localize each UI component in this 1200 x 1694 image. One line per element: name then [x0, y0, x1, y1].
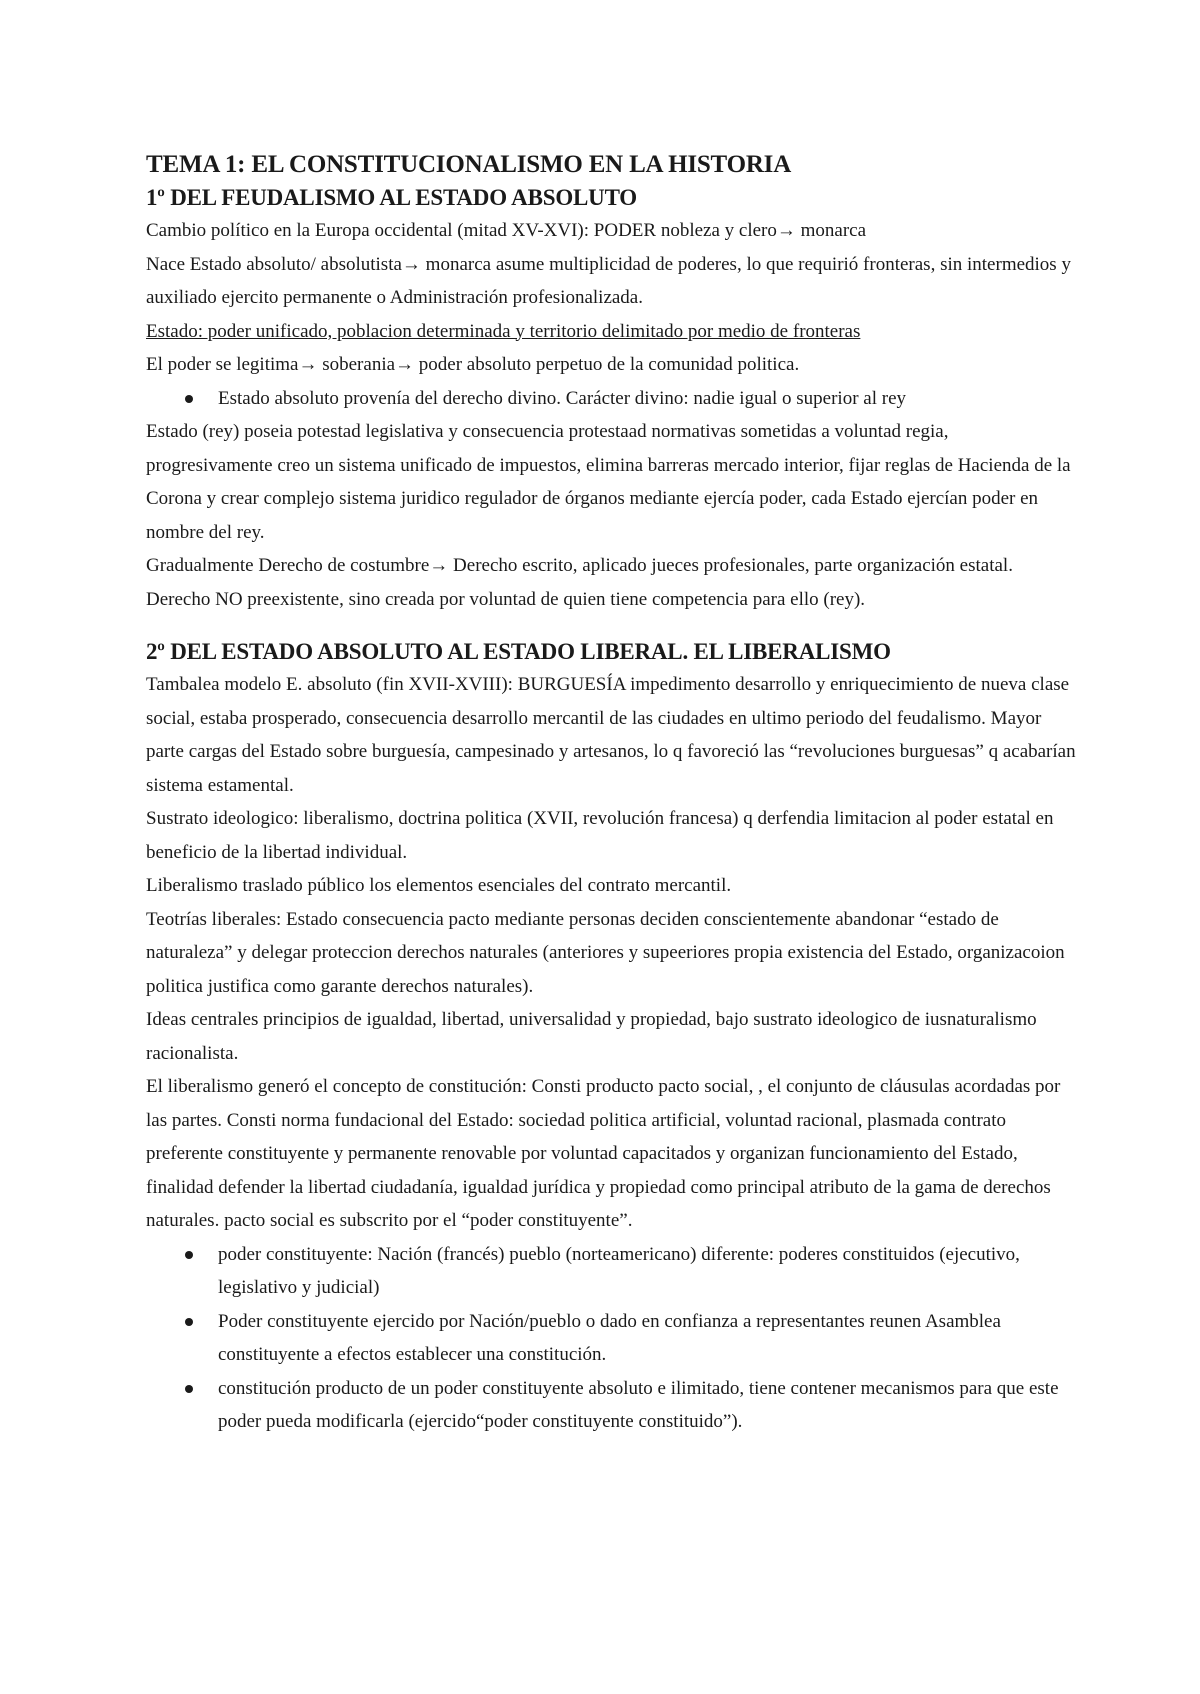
bullet-text: Poder constituyente ejercido por Nación/pueblo o dado en confianza a representantes reunen Asamblea constituyente a efectos establecer una constitución. [218, 1310, 1001, 1365]
section-2-paragraph: Sustrato ideologico: liberalismo, doctrina politica (XVII, revolución francesa) q derfendia limitacion al poder estatal en beneficio de la libertad individual. [146, 808, 1054, 863]
section-2-paragraph: Liberalismo traslado público los elementos esenciales del contrato mercantil. [146, 875, 732, 896]
bullet-item [146, 1372, 1076, 1439]
bullet-icon [185, 1251, 193, 1259]
section-2-paragraph: Teotrías liberales: Estado consecuencia pacto mediante personas deciden conscientemente abandonar “estado de naturaleza” y delegar proteccion derechos naturales (anteriores y supeeriores propia existencia del Estado, organizacoion politica justifica como garante derechos naturales). [146, 908, 1065, 997]
section-2-paragraph: El liberalismo generó el concepto de constitución: Consti producto pacto social, , el conjunto de cláusulas acordadas por las partes. Consti norma fundacional del Estado: sociedad politica artificial, voluntad racional, plasmada contrato preferente constituyente y permanente renovable por voluntad capacitados y organizan funcionamiento del Estado, finalidad defender la libertad ciudadanía, igualdad jurídica y propiedad como principal atributo de la gama de derechos naturales. pacto social es subscrito por el “poder constituyente”. [146, 1076, 1061, 1231]
section-1-paragraph: Nace Estado absoluto/ absolutista→ monarca asume multiplicidad de poderes, lo que requirió fronteras, sin intermedios y auxiliado ejercito permanente o Administración profesionalizada. [146, 253, 1071, 308]
section-1-heading: 1º DEL FEUDALISMO AL ESTADO ABSOLUTO [146, 185, 637, 210]
bullet-text: constitución producto de un poder constituyente absoluto e ilimitado, tiene contener mecanismos para que este poder pueda modificarla (ejercido“poder constituyente constituido”). [218, 1377, 1059, 1432]
bullet-text: poder constituyente: Nación (francés) pueblo (norteamericano) diferente: poderes constituidos (ejecutivo, legislativo y judicial) [218, 1243, 1020, 1298]
section-2-heading: 2º DEL ESTADO ABSOLUTO AL ESTADO LIBERAL. EL LIBERALISMO [146, 639, 891, 664]
section-1-paragraph: Estado (rey) poseia potestad legislativa y consecuencia protestaad normativas sometidas a voluntad regia, progresivamente creo un sistema unificado de impuestos, elimina barreras mercado interior, fijar reglas de Hacienda de la Corona y crear complejo sistema juridico regulador de órganos mediante ejercía poder, cada Estado ejercían poder en nombre del rey. [146, 421, 1071, 543]
bullet-icon [185, 1385, 193, 1393]
section-1-paragraph: Derecho NO preexistente, sino creada por voluntad de quien tiene competencia para ello (rey). [146, 588, 866, 610]
section-1-bullet-list [146, 382, 1076, 416]
section-1-paragraph: Gradualmente Derecho de costumbre→ Derecho escrito, aplicado jueces profesionales, parte organización estatal. [146, 555, 1013, 576]
section-2-paragraph: Ideas centrales principios de igualdad, libertad, universalidad y propiedad, bajo sustrato ideologico de iusnaturalismo racionalista. [146, 1009, 1037, 1064]
bullet-item [146, 382, 1076, 416]
bullet-item [146, 1305, 1076, 1372]
bullet-icon [185, 1318, 193, 1326]
bullet-icon [185, 395, 193, 403]
section-1-paragraph: Cambio político en la Europa occidental (mitad XV-XVI): PODER nobleza y clero→ monarca [146, 220, 867, 241]
bullet-text: Estado absoluto provenía del derecho divino. Carácter divino: nadie igual o superior al rey [218, 387, 907, 409]
document-title: TEMA 1: EL CONSTITUCIONALISMO EN LA HISTORIA [146, 151, 792, 178]
section-2-bullet-list [146, 1238, 1076, 1439]
document-page [146, 148, 1076, 1439]
section-2-paragraph: Tambalea modelo E. absoluto (fin XVII-XVIII): BURGUESÍA impedimento desarrollo y enriquecimiento de nueva clase social, estaba prosperado, consecuencia desarrollo mercantil de las ciudades en ultimo periodo del feudalismo. Mayor parte cargas del Estado sobre burguesía, campesinado y artesanos, lo q favoreció las “revoluciones burguesas” q acabarían sistema estamental. [146, 674, 1076, 796]
bullet-item [146, 1238, 1076, 1305]
section-1-paragraph: El poder se legitima→ soberania→ poder absoluto perpetuo de la comunidad politica. [146, 354, 800, 375]
section-1-underlined-definition: Estado: poder unificado, poblacion determinada y territorio delimitado por medio de fronteras [146, 320, 861, 342]
